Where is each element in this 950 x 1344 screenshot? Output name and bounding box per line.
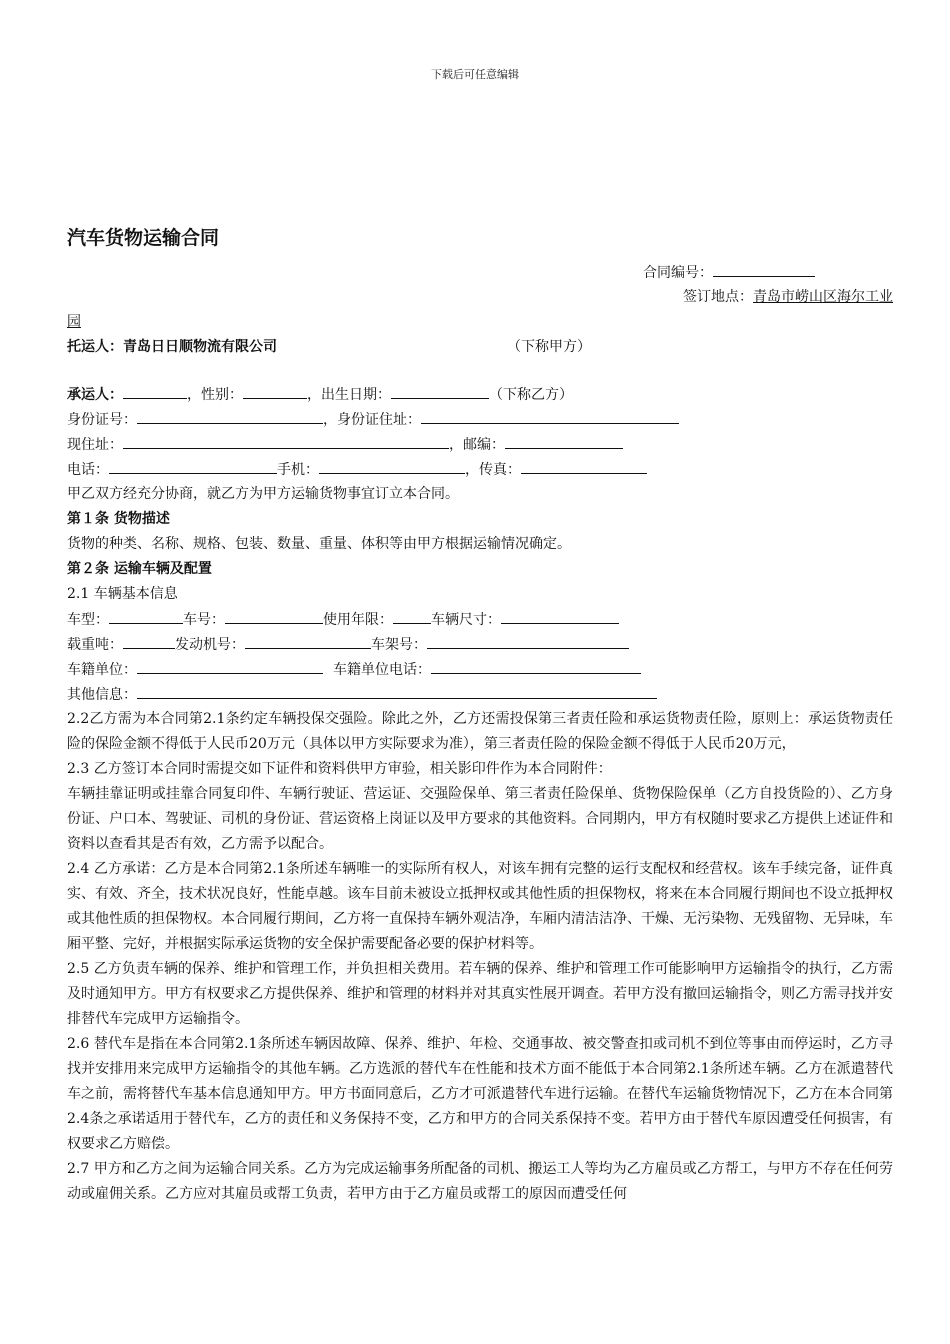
clause-2-6: 2.6 替代车是指在本合同第2.1条所述车辆因故障、保养、维护、年检、交通事故、被交警查扣或司机不到位等事由而停运时，乙方寻找并安排用来完成甲方运输指令的其他车辆。乙方选派的替代车在性能和技术方面不能低于本合同第2.1条所述车辆。乙方在派遣替代车之前，需将替代车基本信息通知甲方。甲方书面同意后，乙方才可派遣替代车进行运输。在替代车运输货物情况下，乙方在本合同第2.4条之承诺适用于替代车，乙方的责任和义务保持不变，乙方和甲方的合同关系保持不变。若甲方由于替代车原因遭受任何损害，有权要求乙方赔偿。	[67, 1036, 893, 1152]
phone-blank[interactable]	[109, 457, 277, 474]
carrier-line	[67, 382, 893, 407]
section-2-1-title: 2.1 车辆基本信息	[67, 586, 178, 602]
tonnage-blank[interactable]	[123, 632, 175, 649]
unit-phone-label: 车籍单位电话：	[333, 662, 431, 678]
address-line	[67, 432, 893, 457]
sign-place-continued	[67, 310, 893, 335]
gender-blank[interactable]	[243, 382, 307, 399]
tonnage-label: 载重吨：	[67, 637, 123, 653]
id-address-blank[interactable]	[421, 407, 679, 424]
article-2-title: 第２条 运输车辆及配置	[67, 561, 212, 577]
mobile-label: 手机：	[277, 462, 319, 478]
years-label: 使用年限：	[323, 612, 393, 628]
sign-place-line	[67, 285, 893, 310]
unit-label: 车籍单位：	[67, 662, 137, 678]
size-blank[interactable]	[501, 607, 619, 624]
article-1-title: 第１条 货物描述	[67, 511, 170, 527]
id-line	[67, 407, 893, 432]
carrier-note: （下称乙方）	[489, 387, 573, 403]
other-info-label: 其他信息：	[67, 687, 137, 703]
postcode-label: ，邮编：	[449, 437, 505, 453]
clause-2-4: 2.4 乙方承诺：乙方是本合同第2.1条所述车辆唯一的实际所有权人，对该车拥有完整的运行支配权和经营权。该车手续完备，证件真实、有效、齐全，技术状况良好，性能卓越。该车目前未被设立抵押权或其他性质的担保物权，将来在本合同履行期间也不设立抵押权或其他性质的担保物权。本合同履行期间，乙方将一直保持车辆外观洁净，车厢内清洁洁净、干燥、无污染物、无残留物、无异味，车厢平整、完好，并根据实际承运货物的安全保护需要配备必要的保护材料等。	[67, 861, 893, 952]
id-number-blank[interactable]	[137, 407, 323, 424]
clause-2-7: 2.7 甲方和乙方之间为运输合同关系。乙方为完成运输事务所配备的司机、搬运工人等均为乙方雇员或乙方帮工，与甲方不存在任何劳动或雇佣关系。乙方应对其雇员或帮工负责，若甲方由于乙方雇员或帮工的原因而遭受任何	[67, 1161, 893, 1202]
clause-2-2: 2.2乙方需为本合同第2.1条约定车辆投保交强险。除此之外，乙方还需投保第三者责任险和承运货物责任险，原则上：承运货物责任险的保险金额不得低于人民币20万元（具体以甲方实际要求为准），第三者责任险的保险金额不得低于人民币20万元，	[67, 711, 893, 752]
carrier-label: 承运人：	[67, 387, 123, 403]
vehicle-type-label: 车型：	[67, 612, 109, 628]
carrier-name-blank[interactable]	[123, 382, 187, 399]
sign-place-value: 青岛市崂山区海尔工业	[753, 289, 893, 305]
birth-label: ，出生日期：	[307, 387, 391, 403]
fax-blank[interactable]	[521, 457, 647, 474]
vehicle-line-3	[67, 657, 893, 682]
current-address-blank[interactable]	[123, 432, 449, 449]
years-blank[interactable]	[393, 607, 431, 624]
sign-place-value-cont: 园	[67, 314, 81, 330]
frame-label: 车架号：	[371, 637, 427, 653]
other-info-blank[interactable]	[137, 682, 657, 699]
contract-document	[67, 226, 893, 1207]
unit-blank[interactable]	[137, 657, 323, 674]
vehicle-type-blank[interactable]	[109, 607, 183, 624]
plate-label: 车号：	[183, 612, 225, 628]
clause-2-3-intro: 2.3 乙方签订本合同时需提交如下证件和资料供甲方审验，相关影印件作为本合同附件：	[67, 761, 612, 777]
unit-phone-blank[interactable]	[431, 657, 641, 674]
vehicle-line-2	[67, 632, 893, 657]
phone-label: 电话：	[67, 462, 109, 478]
contact-line	[67, 457, 893, 482]
engine-blank[interactable]	[245, 632, 371, 649]
shipper-line	[67, 335, 893, 360]
page-header: 下载后可任意编辑	[431, 68, 519, 81]
article-1-text: 货物的种类、名称、规格、包装、数量、重量、体积等由甲方根据运输情况确定。	[67, 536, 571, 552]
frame-blank[interactable]	[427, 632, 629, 649]
clause-2-3-list: 车辆挂靠证明或挂靠合同复印件、车辆行驶证、营运证、交强险保单、第三者责任险保单、货物保险保单（乙方自投货险的）、乙方身份证、户口本、驾驶证、司机的身份证、营运资格上岗证以及甲方要求的其他资料。合同期内，甲方有权随时要求乙方提供上述证件和资料以查看其是否有效，乙方需予以配合。	[67, 786, 893, 852]
id-number-label: 身份证号：	[67, 412, 137, 428]
vehicle-line-4	[67, 682, 893, 707]
contract-number-line	[67, 260, 893, 285]
sign-place-label: 签订地点：	[683, 289, 753, 305]
size-label: 车辆尺寸：	[431, 612, 501, 628]
shipper-note: （下称甲方）	[507, 339, 591, 355]
current-address-label: 现住址：	[67, 437, 123, 453]
shipper-label: 托运人：青岛日日顺物流有限公司	[67, 339, 277, 355]
contract-number-blank[interactable]	[713, 260, 815, 277]
birth-blank[interactable]	[391, 382, 489, 399]
plate-blank[interactable]	[225, 607, 323, 624]
intro-text: 甲乙双方经充分协商，就乙方为甲方运输货物事宜订立本合同。	[67, 486, 459, 502]
contract-number-label: 合同编号：	[643, 265, 713, 281]
postcode-blank[interactable]	[505, 432, 623, 449]
fax-label: ，传真：	[465, 462, 521, 478]
gender-label: ，性别：	[187, 387, 243, 403]
vehicle-line-1	[67, 607, 893, 632]
clause-2-5: 2.5 乙方负责车辆的保养、维护和管理工作，并负担相关费用。若车辆的保养、维护和管理工作可能影响甲方运输指令的执行，乙方需及时通知甲方。甲方有权要求乙方提供保养、维护和管理的材料并对其真实性展开调查。若甲方没有撤回运输指令，则乙方需寻找并安排替代车完成甲方运输指令。	[67, 961, 893, 1027]
engine-label: 发动机号：	[175, 637, 245, 653]
mobile-blank[interactable]	[319, 457, 465, 474]
id-address-label: ，身份证住址：	[323, 412, 421, 428]
document-title: 汽车货物运输合同	[67, 227, 220, 249]
